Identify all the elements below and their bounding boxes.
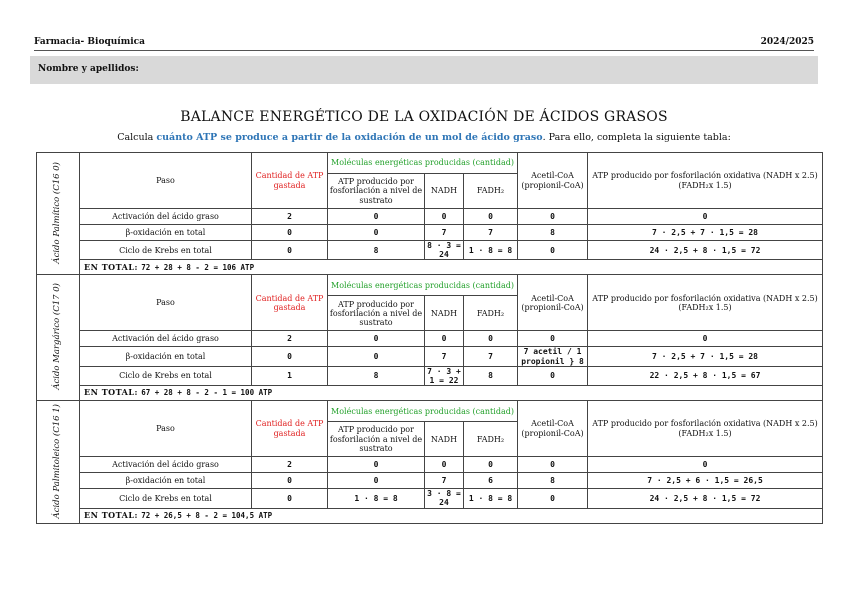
nadh-cell[interactable]: 7 xyxy=(425,473,464,489)
col-fadh-header: FADH₂ xyxy=(464,296,518,331)
atp-gastada-cell[interactable]: 0 xyxy=(252,225,328,241)
table-row xyxy=(37,457,823,473)
acetil-cell[interactable]: 0 xyxy=(518,366,588,385)
nadh-cell[interactable]: 0 xyxy=(425,331,464,347)
atp-sustrato-cell[interactable]: 0 xyxy=(328,457,425,473)
atp-gastada-cell[interactable]: 0 xyxy=(252,241,328,260)
col-atp-ox-header: ATP producido por fosforilación oxidativa (NADH x 2.5) (FADH₂x 1.5) xyxy=(588,153,823,209)
table-row xyxy=(37,331,823,347)
atp-gastada-cell[interactable]: 0 xyxy=(252,347,328,366)
acid-name-cell xyxy=(37,275,80,401)
atp-sustrato-cell[interactable]: 0 xyxy=(328,209,425,225)
fadh-cell[interactable]: 6 xyxy=(464,473,518,489)
total-value: 72 + 26,5 + 8 - 2 = 104,5 ATP xyxy=(141,510,273,520)
col-atp-gastada-header: Cantidad de ATP gastada xyxy=(252,153,328,209)
atp-ox-cell[interactable]: 0 xyxy=(588,331,823,347)
acetil-cell[interactable]: 0 xyxy=(518,489,588,508)
acid-name: Ácido Palmítico (C16 0) xyxy=(52,161,63,264)
col-atp-gastada-header: Cantidad de ATP gastada xyxy=(252,401,328,457)
section-header-row xyxy=(37,275,823,296)
col-atp-ox-header: ATP producido por fosforilación oxidativa (NADH x 2.5) (FADH₂x 1.5) xyxy=(588,275,823,331)
acetil-cell[interactable]: 0 xyxy=(518,457,588,473)
acetil-cell[interactable]: 8 xyxy=(518,473,588,489)
total-value: 67 + 28 + 8 - 2 - 1 = 100 ATP xyxy=(141,388,273,398)
section-header-row xyxy=(37,153,823,174)
page-title: BALANCE ENERGÉTICO DE LA OXIDACIÓN DE ÁCIDOS GRASOS xyxy=(180,109,668,125)
total-label: EN TOTAL: xyxy=(84,261,142,272)
nadh-cell[interactable]: 0 xyxy=(425,209,464,225)
atp-sustrato-cell[interactable]: 8 xyxy=(328,366,425,385)
col-acetil-header: Acetil-CoA (propionil-CoA) xyxy=(518,153,588,209)
acetil-cell[interactable]: 0 xyxy=(518,209,588,225)
col-moleculas-header: Moléculas energéticas producidas (cantidad) xyxy=(328,401,518,422)
section-header-row xyxy=(37,401,823,422)
table-row xyxy=(37,225,823,241)
acetil-cell[interactable]: 0 xyxy=(518,331,588,347)
atp-ox-cell[interactable]: 22 · 2,5 + 8 · 1,5 = 67 xyxy=(588,366,823,385)
atp-ox-cell[interactable]: 0 xyxy=(588,209,823,225)
col-nadh-header: NADH xyxy=(425,296,464,331)
fadh-cell[interactable]: 7 xyxy=(464,225,518,241)
total-row xyxy=(37,260,823,275)
instruction-highlight: cuánto ATP se produce a partir de la oxidación de un mol de ácido graso xyxy=(156,132,543,143)
fadh-cell[interactable]: 7 xyxy=(464,347,518,366)
nadh-cell[interactable]: 7 xyxy=(425,347,464,366)
total-cell[interactable] xyxy=(80,386,823,401)
paso-cell: β-oxidación en total xyxy=(80,473,252,489)
col-acetil-header: Acetil-CoA (propionil-CoA) xyxy=(518,275,588,331)
col-atp-sustrato-header: ATP producido por fosforilación a nivel de sustrato xyxy=(328,296,425,331)
col-atp-ox-header: ATP producido por fosforilación oxidativa (NADH x 2.5) (FADH₂x 1.5) xyxy=(588,401,823,457)
col-moleculas-header: Moléculas energéticas producidas (cantidad) xyxy=(328,153,518,174)
fadh-cell[interactable]: 1 · 8 = 8 xyxy=(464,489,518,508)
nadh-cell[interactable]: 0 xyxy=(425,457,464,473)
fadh-cell[interactable]: 0 xyxy=(464,331,518,347)
acid-name: Ácido Palmitoleico (C16 1) xyxy=(52,403,63,518)
fadh-cell[interactable]: 0 xyxy=(464,209,518,225)
total-cell[interactable] xyxy=(80,260,823,275)
col-atp-sustrato-header: ATP producido por fosforilación a nivel de sustrato xyxy=(328,422,425,457)
table-row xyxy=(37,366,823,385)
col-atp-sustrato-header: ATP producido por fosforilación a nivel de sustrato xyxy=(328,174,425,209)
atp-ox-cell[interactable]: 0 xyxy=(588,457,823,473)
col-fadh-header: FADH₂ xyxy=(464,174,518,209)
col-atp-gastada-header: Cantidad de ATP gastada xyxy=(252,275,328,331)
atp-ox-cell[interactable]: 24 · 2,5 + 8 · 1,5 = 72 xyxy=(588,241,823,260)
fadh-cell[interactable]: 8 xyxy=(464,366,518,385)
col-nadh-header: NADH xyxy=(425,422,464,457)
paso-cell: Ciclo de Krebs en total xyxy=(80,241,252,260)
table-row xyxy=(37,209,823,225)
acetil-cell[interactable]: 8 xyxy=(518,225,588,241)
atp-ox-cell[interactable]: 7 · 2,5 + 6 · 1,5 = 26,5 xyxy=(588,473,823,489)
fadh-cell[interactable]: 0 xyxy=(464,457,518,473)
total-row xyxy=(37,386,823,401)
paso-cell: Ciclo de Krebs en total xyxy=(80,366,252,385)
acetil-cell[interactable]: 7 acetil / 1 propionil } 8 xyxy=(518,347,588,366)
atp-gastada-cell[interactable]: 2 xyxy=(252,457,328,473)
course-label: Farmacia- Bioquímica xyxy=(34,37,145,47)
atp-sustrato-cell[interactable]: 8 xyxy=(328,241,425,260)
paso-cell: Activación del ácido graso xyxy=(80,331,252,347)
atp-ox-cell[interactable]: 7 · 2,5 + 7 · 1,5 = 28 xyxy=(588,347,823,366)
col-paso-header: Paso xyxy=(80,153,252,209)
fadh-cell[interactable]: 1 · 8 = 8 xyxy=(464,241,518,260)
atp-sustrato-cell[interactable]: 1 · 8 = 8 xyxy=(328,489,425,508)
atp-ox-cell[interactable]: 7 · 2,5 + 7 · 1,5 = 28 xyxy=(588,225,823,241)
table-row xyxy=(37,473,823,489)
atp-gastada-cell[interactable]: 1 xyxy=(252,366,328,385)
table-row xyxy=(37,489,823,508)
acid-name-cell xyxy=(37,153,80,275)
total-row xyxy=(37,508,823,523)
col-acetil-header: Acetil-CoA (propionil-CoA) xyxy=(518,401,588,457)
table-row xyxy=(37,347,823,366)
table-row xyxy=(37,241,823,260)
nadh-cell[interactable]: 3 · 8 = 24 xyxy=(425,489,464,508)
total-label: EN TOTAL: xyxy=(84,387,142,398)
atp-sustrato-cell[interactable]: 0 xyxy=(328,225,425,241)
paso-cell: Activación del ácido graso xyxy=(80,209,252,225)
year-label: 2024/2025 xyxy=(760,37,814,47)
balance-table xyxy=(36,152,823,524)
acetil-cell[interactable]: 0 xyxy=(518,241,588,260)
page-header xyxy=(34,34,814,51)
acid-name-cell xyxy=(37,401,80,523)
total-cell[interactable] xyxy=(80,508,823,523)
atp-sustrato-cell[interactable]: 0 xyxy=(328,473,425,489)
paso-cell: Ciclo de Krebs en total xyxy=(80,489,252,508)
atp-gastada-cell[interactable]: 0 xyxy=(252,473,328,489)
col-fadh-header: FADH₂ xyxy=(464,422,518,457)
paso-cell: Activación del ácido graso xyxy=(80,457,252,473)
paso-cell: β-oxidación en total xyxy=(80,225,252,241)
atp-gastada-cell[interactable]: 2 xyxy=(252,331,328,347)
atp-gastada-cell[interactable]: 0 xyxy=(252,489,328,508)
col-nadh-header: NADH xyxy=(425,174,464,209)
total-value: 72 + 28 + 8 - 2 = 106 ATP xyxy=(141,262,255,272)
paso-cell: β-oxidación en total xyxy=(80,347,252,366)
name-field[interactable] xyxy=(30,56,818,84)
col-moleculas-header: Moléculas energéticas producidas (cantidad) xyxy=(328,275,518,296)
atp-sustrato-cell[interactable]: 0 xyxy=(328,331,425,347)
atp-ox-cell[interactable]: 24 · 2,5 + 8 · 1,5 = 72 xyxy=(588,489,823,508)
acid-name: Ácido Margárico (C17 0) xyxy=(52,283,63,390)
atp-sustrato-cell[interactable]: 0 xyxy=(328,347,425,366)
nadh-cell[interactable]: 8 · 3 = 24 xyxy=(425,241,464,260)
atp-gastada-cell[interactable]: 2 xyxy=(252,209,328,225)
name-label: Nombre y apellidos: xyxy=(38,64,139,74)
instruction-text: Calcula cuánto ATP se produce a partir de la oxidación de un mol de ácido graso. Para ello, completa la siguiente tabla: xyxy=(117,132,731,143)
col-paso-header: Paso xyxy=(80,401,252,457)
total-label: EN TOTAL: xyxy=(84,509,142,520)
nadh-cell[interactable]: 7 xyxy=(425,225,464,241)
nadh-cell[interactable]: 7 · 3 + 1 = 22 xyxy=(425,366,464,385)
col-paso-header: Paso xyxy=(80,275,252,331)
